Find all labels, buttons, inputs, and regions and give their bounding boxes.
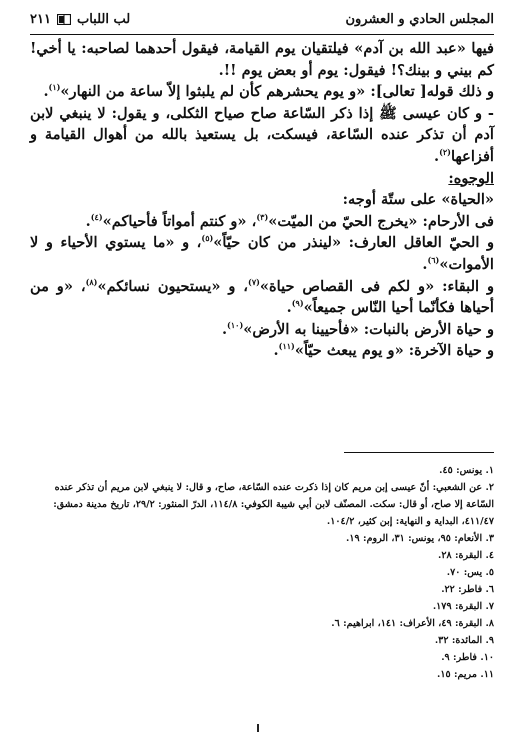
scan-mark: [257, 724, 259, 732]
header-right: [345, 12, 494, 27]
footnote: ١٠. فاطر: ٩.: [441, 652, 494, 663]
footnote: ٦. فاطر: ٢٢.: [441, 584, 494, 595]
chapter-title: المجلس الحادي و العشرون: [345, 11, 494, 27]
paragraph: [30, 340, 494, 362]
paragraph: [30, 276, 494, 319]
footnote: ٨. البقرة: ٤٩، الأعراف: ١٤١، ابراهيم: ٦.: [331, 618, 494, 629]
text-segment: .: [43, 83, 49, 101]
book-icon: [57, 14, 71, 25]
text-segment: .: [286, 299, 292, 317]
footnote: ٢. عن الشعبي: أنّ عيسى إبن مريم كان إذا ذكرت عنده السّاعة، صاح، و قال: لا ينبغي لابن مريم أن تذكر عنده السّاعة إلا صاح، أو قال: سكت. المصنّف لابن أبي شيبة الكوفي: ١١٤/٨، الدرّ المنثور: ٢٩/٢، تاريخ مدينة دمشق: ٤١١/٤٧، البداية و النهاية: إبن كثير، ١٠٤/٢.: [53, 482, 494, 527]
paragraph: [30, 232, 494, 275]
main-text: [30, 38, 494, 362]
text-segment: و الحيّ العاقل العارف: «لينذر من كان حيّاً»: [213, 234, 494, 252]
footnote-ref: (٢): [439, 147, 451, 158]
footnote: ٣. الأنعام: ٩٥، يونس: ٣١، الروم: ١٩.: [346, 533, 494, 544]
paragraph: «الحياة» على ستّة أوجه:: [342, 191, 494, 209]
text-segment: .: [221, 320, 228, 338]
text-segment: .: [422, 255, 428, 273]
footnote-ref: (٦): [427, 255, 440, 266]
footnote-ref: (٥): [201, 233, 214, 244]
footnote-ref: (١١): [278, 341, 295, 352]
footnote-ref: (٧): [248, 276, 260, 287]
text-segment: فيها «عبد الله بن آدم» فيلتقيان يوم القيامة، فيقول أحدهما لصاحبه: يا أخي! كم بيني و بينك؟! فيقول: يوم أو بعض يوم !!.: [30, 40, 494, 79]
footnote: ١١. مريم: ١٥.: [436, 669, 494, 680]
footnotes: [30, 462, 494, 683]
text-segment: و حياة الأرض بالنبات: «فأحيينا به الأرض»: [243, 320, 494, 338]
footnote-separator: [344, 452, 494, 453]
footnote-ref: (١): [48, 82, 61, 93]
text-segment: و البقاء: «و لكم فى القصاص حياة»: [259, 277, 494, 295]
paragraph: [30, 319, 494, 341]
page-number: ٢١١: [30, 11, 51, 27]
text-segment: .: [433, 147, 440, 165]
paragraph: [30, 103, 494, 168]
footnote: ٤. البقرة: ٢٨.: [437, 550, 494, 561]
footnote-ref: (٨): [85, 276, 98, 287]
text-segment: و ذلك قوله[ تعالى]: «و يوم يحشرهم كأن لم يلبثوا إلاّ ساعة من النهار»: [60, 83, 494, 101]
text-segment: .: [85, 212, 91, 230]
text-segment: .: [273, 342, 279, 360]
header-left: [30, 12, 130, 27]
footnote-ref: (١٠): [227, 319, 244, 330]
footnote: ٥. يس: ٧٠.: [446, 567, 494, 578]
footnote-ref: (٤): [90, 211, 103, 222]
paragraph: [30, 81, 494, 103]
footnote-ref: (٣): [256, 211, 269, 222]
text-segment: فى الأرحام: «يخرج الحيّ من الميّت»: [268, 212, 494, 230]
paragraph: [30, 211, 494, 233]
page-header: [30, 8, 494, 35]
text-segment: ، «و كنتم أمواتاً فأحياكم»: [102, 212, 257, 230]
book-title: لب اللباب: [76, 11, 131, 27]
footnote: ٩. المائدة: ٣٢.: [434, 635, 494, 646]
text-segment: ، و «يستحيون نسائكم»: [97, 277, 249, 295]
footnote-ref: (٩): [291, 298, 304, 309]
text-segment: و حياة الآخرة: «و يوم يبعث حيّاً»: [294, 342, 494, 360]
section-heading: الوجوه:: [448, 169, 494, 187]
text-segment: ، «و من أحياها فكأنّما أحيا النّاس جميعاً»: [30, 277, 494, 317]
text-segment: ، و «ما يستوي الأحياء و لا الأموات»: [30, 234, 494, 273]
paragraph: [30, 38, 494, 81]
text-segment: - و كان عيسى ﷺ إذا ذكر السّاعة صاح صياح الثكلى، و يقول: لا ينبغي لابن آدم أن تذكر عنده السّاعة، فيسكت، بل يستعيذ بالله من أهوال القيامة و أفزاعها: [30, 104, 494, 165]
footnote: ٧. البقرة: ١٧٩.: [432, 601, 494, 612]
footnote: ١. يونس: ٤٥.: [439, 465, 494, 476]
